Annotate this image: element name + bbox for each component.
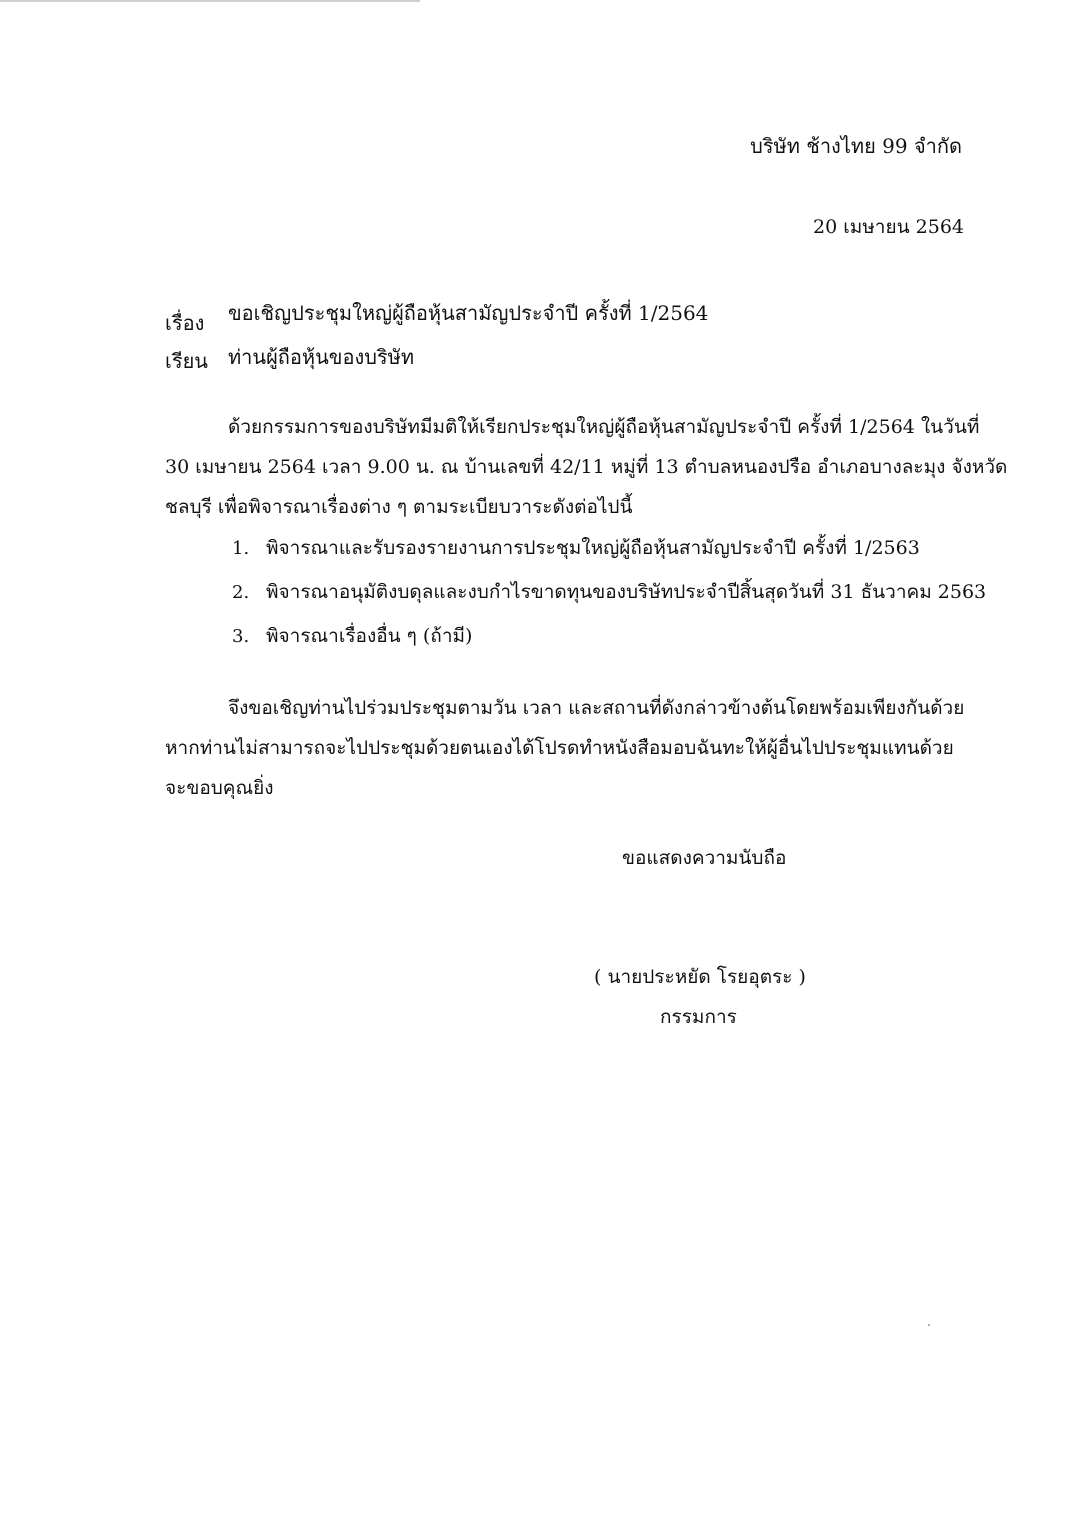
scan-edge-line <box>0 0 420 2</box>
company-name: บริษัท ช้างไทย 99 จำกัด <box>750 134 962 158</box>
subject-label: เรื่อง <box>165 311 205 335</box>
agenda-text: พิจารณาเรื่องอื่น ๆ (ถ้ามี) <box>266 625 473 647</box>
invitation-line: จึงขอเชิญท่านไปร่วมประชุมตามวัน เวลา และสถานที่ดังกล่าวข้างต้นโดยพร้อมเพียงกันด้วย <box>228 697 965 719</box>
letter-date: 20 เมษายน 2564 <box>813 216 964 238</box>
intro-line: 30 เมษายน 2564 เวลา 9.00 น. ณ บ้านเลขที่ 42/11 หมู่ที่ 13 ตำบลหนองปรือ อำเภอบางละมุง จังหวัด <box>165 456 1008 478</box>
recipient-label: เรียน <box>165 349 208 373</box>
agenda-number: 3. <box>232 626 250 647</box>
intro-paragraph <box>165 407 1008 527</box>
invitation-line: จะขอบคุณยิ่ง <box>165 777 274 799</box>
intro-line: ด้วยกรรมการของบริษัทมีมติให้เรียกประชุมใหญ่ผู้ถือหุ้นสามัญประจำปี ครั้งที่ 1/2564 ในวันที่ <box>228 416 980 438</box>
agenda-item <box>232 570 986 614</box>
intro-line: ชลบุรี เพื่อพิจารณาเรื่องต่าง ๆ ตามระเบียบวาระดังต่อไปนี้ <box>165 496 633 518</box>
invitation-line: หากท่านไม่สามารถจะไปประชุมด้วยตนเองได้โปรดทำหนังสือมอบฉันทะให้ผู้อื่นไปประชุมแทนด้วย <box>165 737 954 759</box>
agenda-text: พิจารณาและรับรองรายงานการประชุมใหญ่ผู้ถือหุ้นสามัญประจำปี ครั้งที่ 1/2563 <box>266 537 920 559</box>
agenda-list <box>232 526 986 658</box>
closing-phrase: ขอแสดงความนับถือ <box>622 847 787 869</box>
agenda-item <box>232 614 986 658</box>
subject-text: ขอเชิญประชุมใหญ่ผู้ถือหุ้นสามัญประจำปี ครั้งที่ 1/2564 <box>228 301 709 325</box>
agenda-number: 1. <box>232 538 250 559</box>
agenda-item <box>232 526 986 570</box>
recipient-text: ท่านผู้ถือหุ้นของบริษัท <box>228 345 415 369</box>
agenda-text: พิจารณาอนุมัติงบดุลและงบกำไรขาดทุนของบริษัทประจำปีสิ้นสุดวันที่ 31 ธันวาคม 2563 <box>266 581 987 603</box>
signatory-name: ( นายประหยัด โรยอุตระ ) <box>594 966 806 988</box>
scan-speck <box>928 1324 930 1326</box>
agenda-number: 2. <box>232 582 250 603</box>
signatory-position: กรรมการ <box>660 1006 737 1028</box>
invitation-paragraph <box>165 688 963 808</box>
